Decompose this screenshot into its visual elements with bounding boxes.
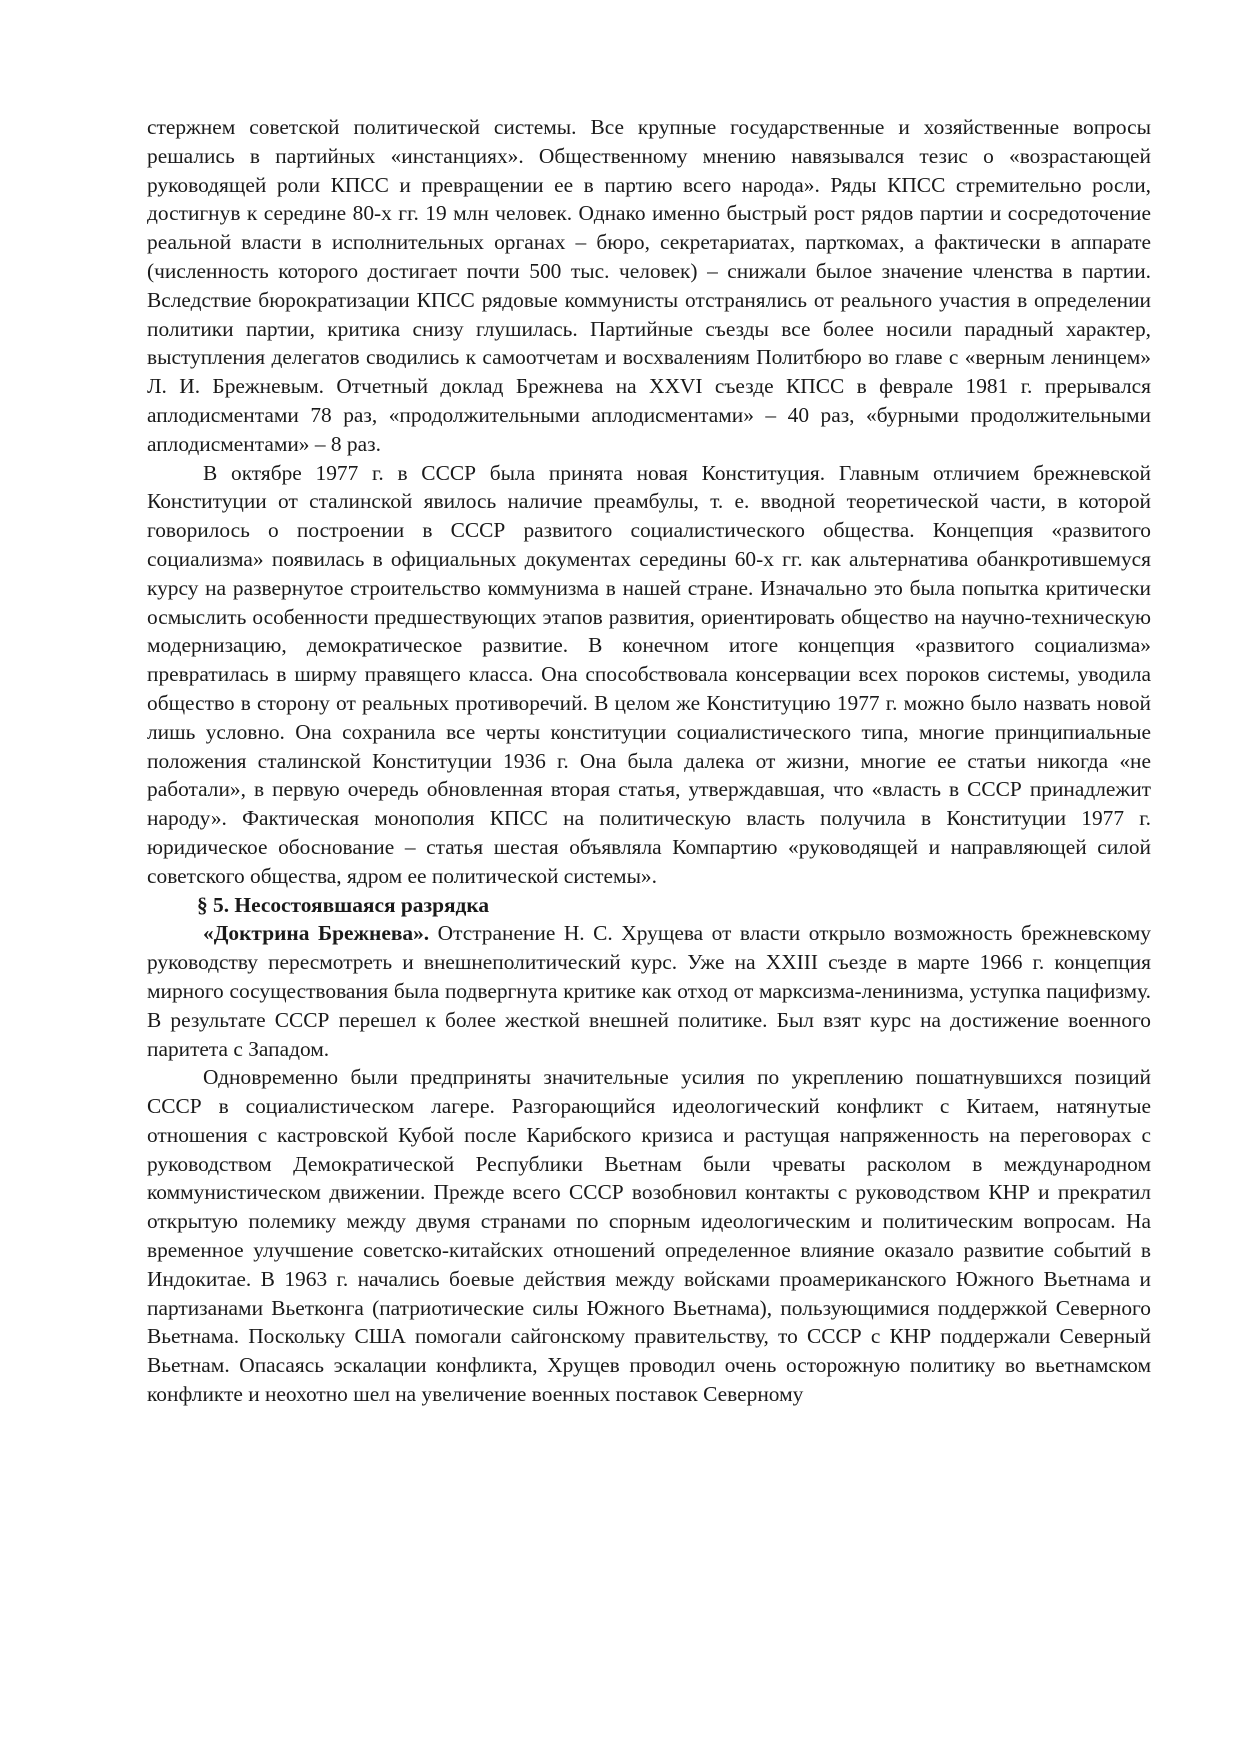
paragraph-body: Отстранение Н. С. Хрущева от власти открыло возможность брежневскому руководству пересмотреть и внешнеполитический курс. Уже на XXIII съезде в марте 1966 г. концепция мирного сосуществования была подвергнута критике как отход от марксизма-ленинизма, уступка пацифизму. В результате СССР перешел к более жесткой внешней политике. Был взят курс на достижение военного паритета с Западом. bbox=[147, 921, 1151, 1061]
paragraph-constitution-1977: В октябре 1977 г. в СССР была принята новая Конституция. Главным отличием брежневской Конституции от сталинской явилось наличие преамбулы, т. е. вводной теоретической части, в которой говорилось о построении в СССР развитого социалистического общества. Концепция «развитого социализма» появилась в официальных документах середины 60-х гг. как альтернатива обанкротившемуся курсу на развернутое строительство коммунизма в нашей стране. Изначально это была попытка критически осмыслить особенности предшествующих этапов развития, ориентировать общество на научно-техническую модернизацию, демократическое развитие. В конечном итоге концепция «развитого социализма» превратилась в ширму правящего класса. Она способствовала консервации всех пороков системы, уводила общество в сторону от реальных противоречий. В целом же Конституцию 1977 г. можно было назвать новой лишь условно. Она сохранила все черты конституции социалистического типа, многие принципиальные положения сталинской Конституции 1936 г. Она была далека от жизни, многие ее статьи никогда «не работали», в первую очередь обновленная вторая статья, утверждавшая, что «власть в СССР принадлежит народу». Фактическая монополия КПСС на политическую власть получила в Конституции 1977 г. юридическое обоснование – статья шестая объявляла Компартию «руководящей и направляющей силой советского общества, ядром ее политической системы». bbox=[147, 460, 1151, 888]
document-page bbox=[147, 113, 1151, 1409]
run-in-heading: «Доктрина Брежнева». bbox=[203, 921, 430, 946]
paragraph-brezhnev-doctrine bbox=[147, 919, 1151, 1063]
paragraph-party-system: стержнем советской политической системы. Все крупные государственные и хозяйственные вопросы решались в партийных «инстанциях». Общественному мнению навязывался тезис о «возрастающей руководящей роли КПСС и превращении ее в партию всего народа». Ряды КПСС стремительно росли, достигнув к середине 80-х гг. 19 млн человек. Однако именно быстрый рост рядов партии и сосредоточение реальной власти в исполнительных органах – бюро, секретариатах, парткомах, а фактически в аппарате (численность которого достигает почти 500 тыс. человек) – снижали былое значение членства в партии. Вследствие бюрократизации КПСС рядовые коммунисты отстранялись от реального участия в определении политики партии, критика снизу глушилась. Партийные съезды все более носили парадный характер, выступления делегатов сводились к самоотчетам и восхвалениям Политбюро во главе с «верным ленинцем» Л. И. Брежневым. Отчетный доклад Брежнева на XXVI съезде КПСС в феврале 1981 г. прерывался аплодисментами 78 раз, «продолжительными аплодисментами» – 40 раз, «бурными продолжительными аплодисментами» – 8 раз. bbox=[147, 115, 1151, 456]
paragraph-socialist-camp: Одновременно были предприняты значительные усилия по укреплению пошатнувшихся позиций СССР в социалистическом лагере. Разгорающийся идеологический конфликт с Китаем, натянутые отношения с кастровской Кубой после Карибского кризиса и растущая напряженность на переговорах с руководством Демократической Республики Вьетнам были чреваты расколом в международном коммунистическом движении. Прежде всего СССР возобновил контакты с руководством КНР и прекратил открытую полемику между двумя странами по спорным идеологическим и политическим вопросам. На временное улучшение советско-китайских отношений определенное влияние оказало развитие событий в Индокитае. В 1963 г. начались боевые действия между войсками проамериканского Южного Вьетнама и партизанами Вьетконга (патриотические силы Южного Вьетнама), пользующимися поддержкой Северного Вьетнама. Поскольку США помогали сайгонскому правительству, то СССР с КНР поддержали Северный Вьетнам. Опасаясь эскалации конфликта, Хрущев проводил очень осторожную политику во вьетнамском конфликте и неохотно шел на увеличение военных поставок Северному bbox=[147, 1065, 1151, 1407]
section-heading: § 5. Несостоявшаяся разрядка bbox=[197, 892, 490, 917]
